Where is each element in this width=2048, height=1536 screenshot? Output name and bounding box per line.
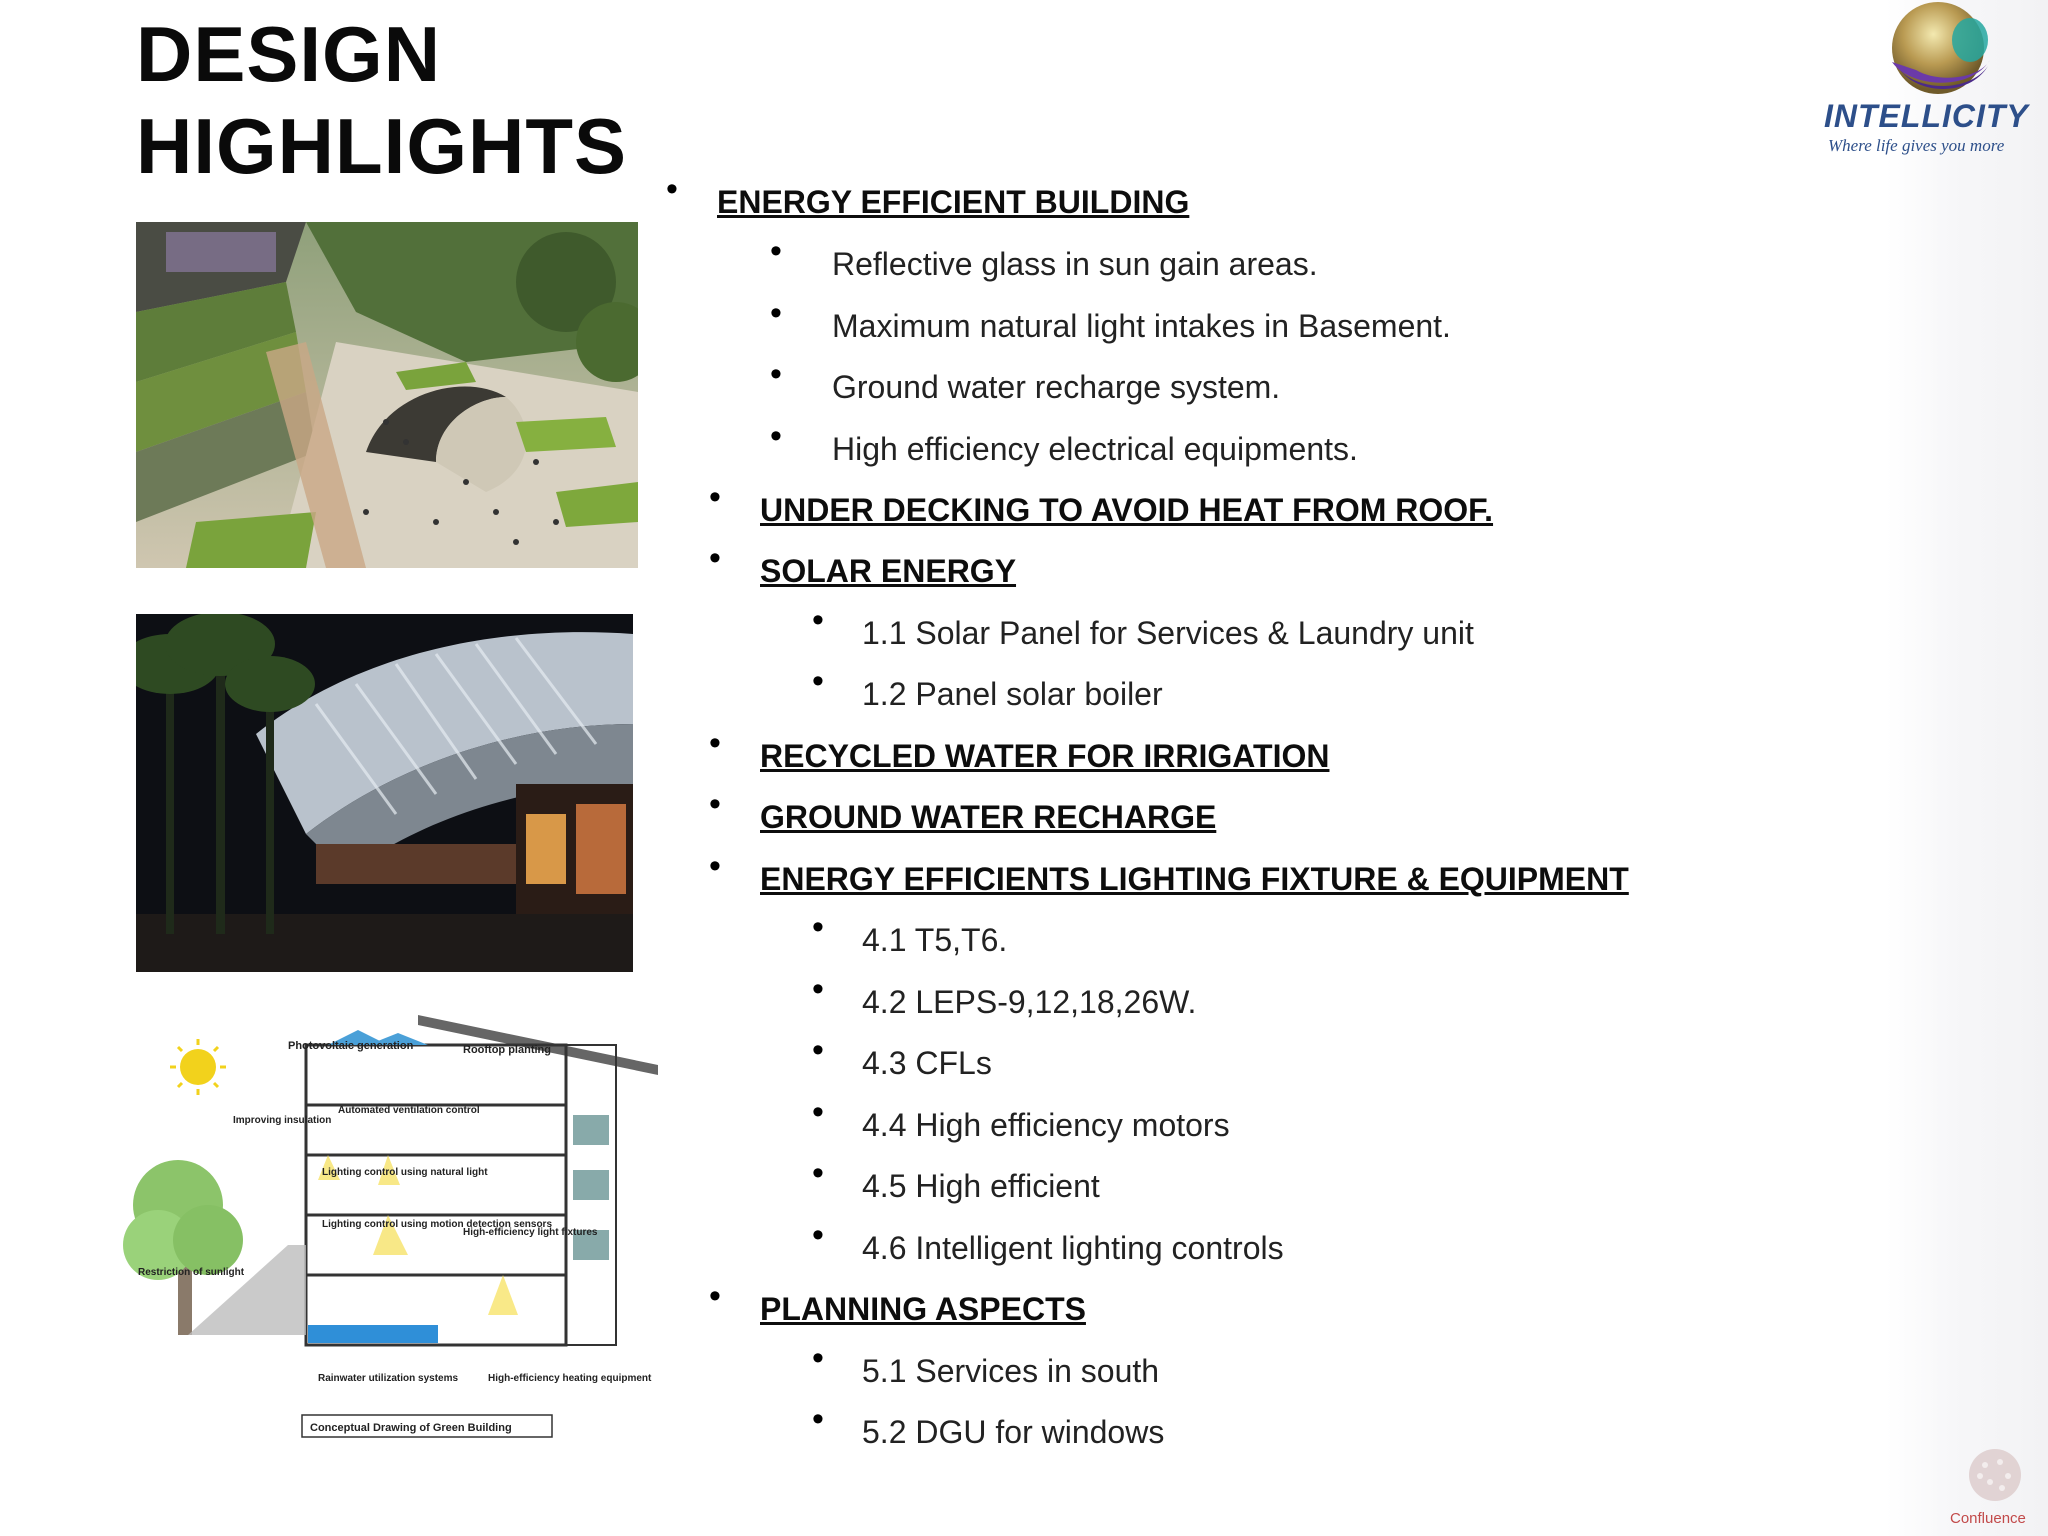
diagram-label-rooftop: Rooftop planting [463,1044,551,1056]
bullet-icon: • [770,232,782,270]
bullet-icon: • [709,539,721,577]
bullet-text: 4.5 High efficient [862,1168,1100,1204]
bullet-icon: • [812,1093,824,1131]
bullet-text: 4.3 CFLs [862,1045,992,1081]
bullet-text: 4.4 High efficiency motors [862,1107,1230,1143]
bullet-icon: • [770,294,782,332]
bullet-icon: • [770,355,782,393]
title-line-1: DESIGN [136,10,442,98]
bullet-heading: UNDER DECKING TO AVOID HEAT FROM ROOF. [760,492,1494,528]
diagram-label-rainwater: Rainwater utilization systems [318,1373,459,1384]
bullet-heading: SOLAR ENERGY [760,553,1017,589]
logo-tagline: Where life gives you more [1828,136,2005,155]
bullet-icon: • [709,785,721,823]
diagram-label-heating: High-efficiency heating equipment [488,1373,652,1384]
bullet-heading: PLANNING ASPECTS [760,1291,1086,1327]
diagram-label-insulation: Improving insulation [233,1115,332,1126]
diagram-label-lighting-natural: Lighting control using natural light [322,1167,488,1178]
bullet-text: Maximum natural light intakes in Basement. [832,308,1451,344]
bullet-icon: • [812,908,824,946]
bullet-icon: • [709,1277,721,1315]
bullet-icon: • [709,478,721,516]
bullet-icon: • [812,662,824,700]
bullet-icon: • [666,170,678,208]
title-line-2: HIGHLIGHTS [136,102,627,190]
bullet-icon: • [812,1400,824,1438]
diagram-label-sunlight: Restriction of sunlight [138,1267,245,1278]
bullet-icon: • [709,847,721,885]
bullet-icon: • [812,1031,824,1069]
bullet-text: 4.1 T5,T6. [862,922,1008,958]
night-canopy-image [136,614,633,972]
confluence-logo-icon [1960,1440,2030,1510]
bullet-text: High efficiency electrical equipments. [832,431,1358,467]
bullet-heading: ENERGY EFFICIENT BUILDING [717,184,1190,220]
bullet-icon: • [812,601,824,639]
bullet-text: Reflective glass in sun gain areas. [832,246,1318,282]
bullet-text: 4.2 LEPS-9,12,18,26W. [862,984,1197,1020]
bullet-text: 1.2 Panel solar boiler [862,676,1163,712]
bullet-icon: • [812,970,824,1008]
bullet-heading: GROUND WATER RECHARGE [760,799,1217,835]
page-title [136,8,627,192]
bullet-icon: • [812,1216,824,1254]
bullet-heading: ENERGY EFFICIENTS LIGHTING FIXTURE & EQUIPMENT [760,861,1629,897]
bullet-text: 5.2 DGU for windows [862,1414,1165,1450]
bullet-heading: RECYCLED WATER FOR IRRIGATION [760,738,1330,774]
bullet-icon: • [812,1339,824,1377]
bullet-icon: • [709,724,721,762]
diagram-label-fixtures: High-efficiency light fixtures [463,1227,598,1238]
diagram-label-ventilation: Automated ventilation control [338,1105,480,1116]
bullet-icon: • [812,1154,824,1192]
bullet-text: Ground water recharge system. [832,369,1281,405]
right-margin-shade [1886,0,2048,1536]
diagram-caption: Conceptual Drawing of Green Building [310,1422,512,1434]
diagram-label-lighting-motion: Lighting control using motion detection sensors [322,1219,552,1230]
bullet-text: 5.1 Services in south [862,1353,1160,1389]
diagram-label-pv: Photovoltaic generation [288,1040,414,1052]
bullet-icon: • [770,417,782,455]
confluence-watermark: Confluence [1950,1510,2026,1527]
bullet-text: 1.1 Solar Panel for Services & Laundry unit [862,615,1474,651]
terraced-plaza-image [136,222,638,568]
bullet-text: 4.6 Intelligent lighting controls [862,1230,1284,1266]
logo-name: INTELLICITY [1824,98,2029,134]
green-building-diagram [118,1005,680,1450]
